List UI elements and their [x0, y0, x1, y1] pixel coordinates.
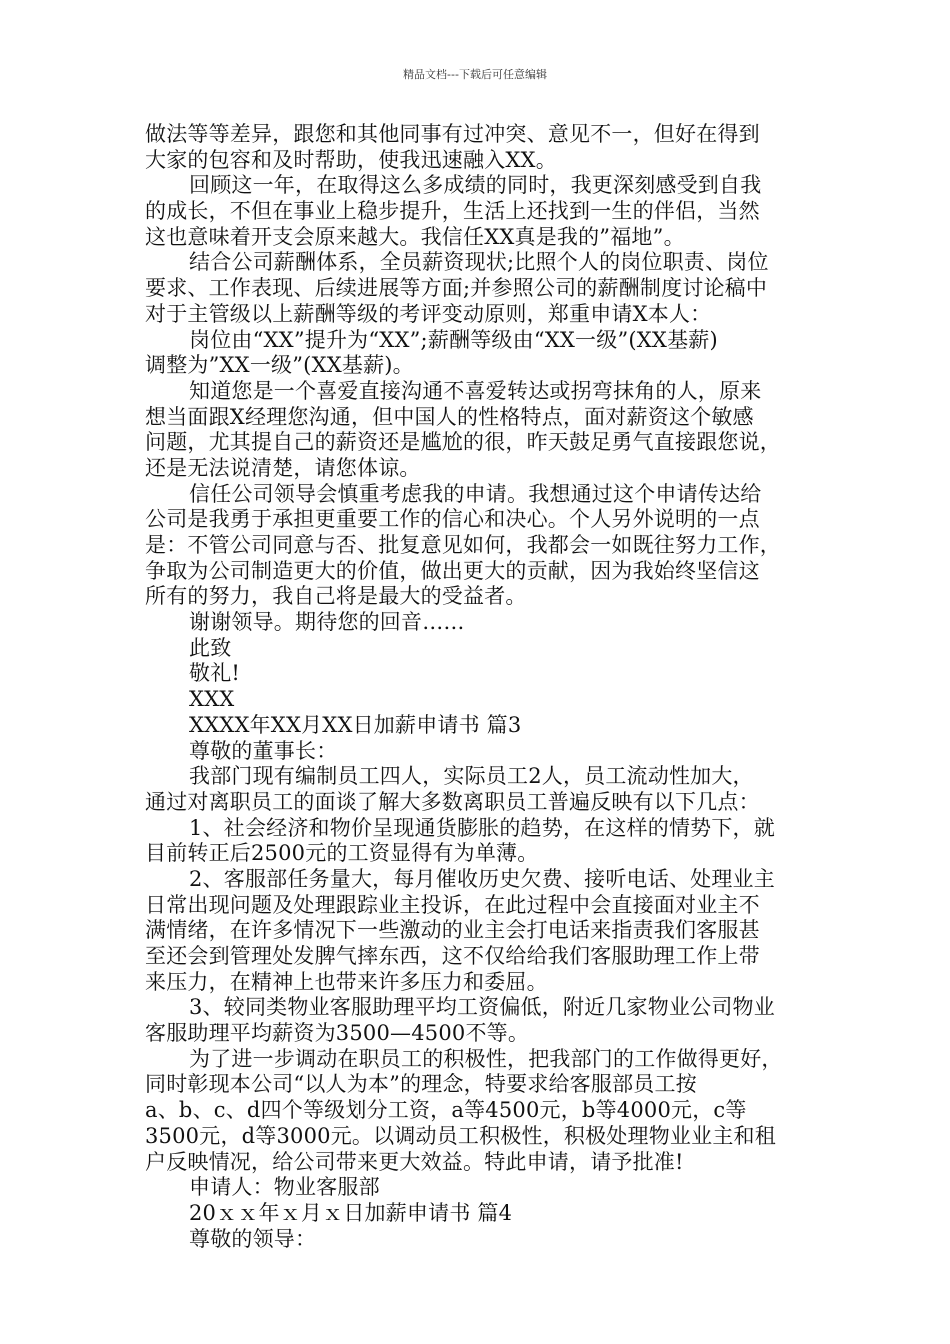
- document-line: 3500元，d等3000元。以调动员工积极性，积极处理物业业主和租: [145, 1123, 776, 1148]
- document-line: 敬礼!: [189, 661, 241, 686]
- document-line: 目前转正后2500元的工资显得有为单薄。: [145, 841, 539, 866]
- document-line: 客服助理平均薪资为3500—4500不等。: [145, 1021, 530, 1046]
- document-line: 是：不管公司同意与否、批复意见如何，我都会一如既往努力工作，: [145, 533, 781, 557]
- document-line: 想当面跟X经理您沟通，但中国人的性格特点，面对薪资这个敏感: [145, 404, 754, 429]
- document-line: 的成长，不但在事业上稳步提升，生活上还找到一生的伴侣，当然: [145, 199, 760, 224]
- document-line: 尊敬的领导：: [189, 1226, 317, 1251]
- document-line: XXX: [189, 687, 235, 712]
- document-line: 岗位由“XX”提升为“XX”;薪酬等级由“XX一级”(XX基薪): [189, 327, 718, 352]
- document-line: 日常出现问题及处理跟踪业主投诉，在此过程中会直接面对业主不: [145, 892, 760, 917]
- document-body: [145, 122, 810, 1252]
- document-line: 至还会到管理处发脾气摔东西，这不仅给给我们客服助理工作上带: [145, 944, 760, 968]
- document-line: 所有的努力，我自己将是最大的受益者。: [145, 584, 527, 609]
- document-line: 我部门现有编制员工四人，实际员工2人，员工流动性加大，: [189, 764, 754, 789]
- document-line: 问题，尤其提自己的薪资还是尴尬的很，昨天鼓足勇气直接跟您说，: [145, 430, 781, 455]
- document-line: 知道您是一个喜爱直接沟通不喜爱转达或拐弯抹角的人，原来: [189, 378, 762, 403]
- document-line: 此致: [189, 635, 232, 660]
- document-line: 结合公司薪酬体系，全员薪资现状;比照个人的岗位职责、岗位: [189, 250, 769, 275]
- document-line: 要求、工作表现、后续进展等方面;并参照公司的薪酬制度讨论稿中: [145, 276, 768, 301]
- document-line: 大家的包容和及时帮助，使我迅速融入XX。: [145, 147, 557, 172]
- document-line: 尊敬的董事长：: [189, 738, 338, 763]
- document-line: 还是无法说清楚，请您体谅。: [145, 455, 421, 480]
- document-line: 公司是我勇于承担更重要工作的信心和决心。个人另外说明的一点: [145, 507, 760, 532]
- page-header-watermark: 精品文档---下载后可任意编辑: [403, 68, 547, 81]
- document-line: 申请人：物业客服部: [189, 1175, 380, 1200]
- document-line: 满情绪，在许多情况下一些激动的业主会打电话来指责我们客服甚: [145, 918, 760, 943]
- document-line: 这也意味着开支会原来越大。我信任XX真是我的”福地”。: [145, 224, 685, 249]
- document-line: 通过对离职员工的面谈了解大多数离职员工普遍反映有以下几点：: [145, 789, 760, 814]
- document-line: 对于主管级以上薪酬等级的考评变动原则，郑重申请X本人：: [145, 301, 712, 326]
- document-line: 3、较同类物业客服助理平均工资偏低，附近几家物业公司物业: [189, 995, 775, 1020]
- document-line: 为了进一步调动在职员工的积极性，把我部门的工作做得更好，: [189, 1046, 783, 1071]
- document-line: 信任公司领导会慎重考虑我的申请。我想通过这个申请传达给: [189, 481, 762, 506]
- document-line: 2、客服部任务量大，每月催收历史欠费、接听电话、处理业主: [189, 866, 775, 891]
- document-line: a、b、c、d四个等级划分工资，a等4500元，b等4000元，c等: [145, 1098, 747, 1123]
- document-line: 来压力，在精神上也带来许多压力和委屈。: [145, 969, 548, 994]
- document-line: 户反映情况，给公司带来更大效益。特此申请，请予批准!: [145, 1149, 684, 1174]
- document-line: 20ｘｘ年ｘ月ｘ日加薪申请书 篇4: [189, 1200, 513, 1225]
- document-line: 回顾这一年，在取得这么多成绩的同时，我更深刻感受到自我: [189, 173, 762, 198]
- document-line: 同时彰现本公司“以人为本”的理念，特要求给客服部员工按: [145, 1072, 697, 1097]
- document-line: 调整为”XX一级”(XX基薪)。: [145, 353, 414, 378]
- document-line: XXXX年XX月XX日加薪申请书 篇3: [189, 712, 522, 737]
- document-line: 争取为公司制造更大的价值，做出更大的贡献，因为我始终坚信这: [145, 558, 760, 583]
- document-line: 谢谢领导。期待您的回音……: [189, 610, 465, 635]
- document-line: 1、社会经济和物价呈现通货膨胀的趋势，在这样的情势下，就: [189, 815, 775, 840]
- document-line: 做法等等差异，跟您和其他同事有过冲突、意见不一，但好在得到: [145, 122, 760, 146]
